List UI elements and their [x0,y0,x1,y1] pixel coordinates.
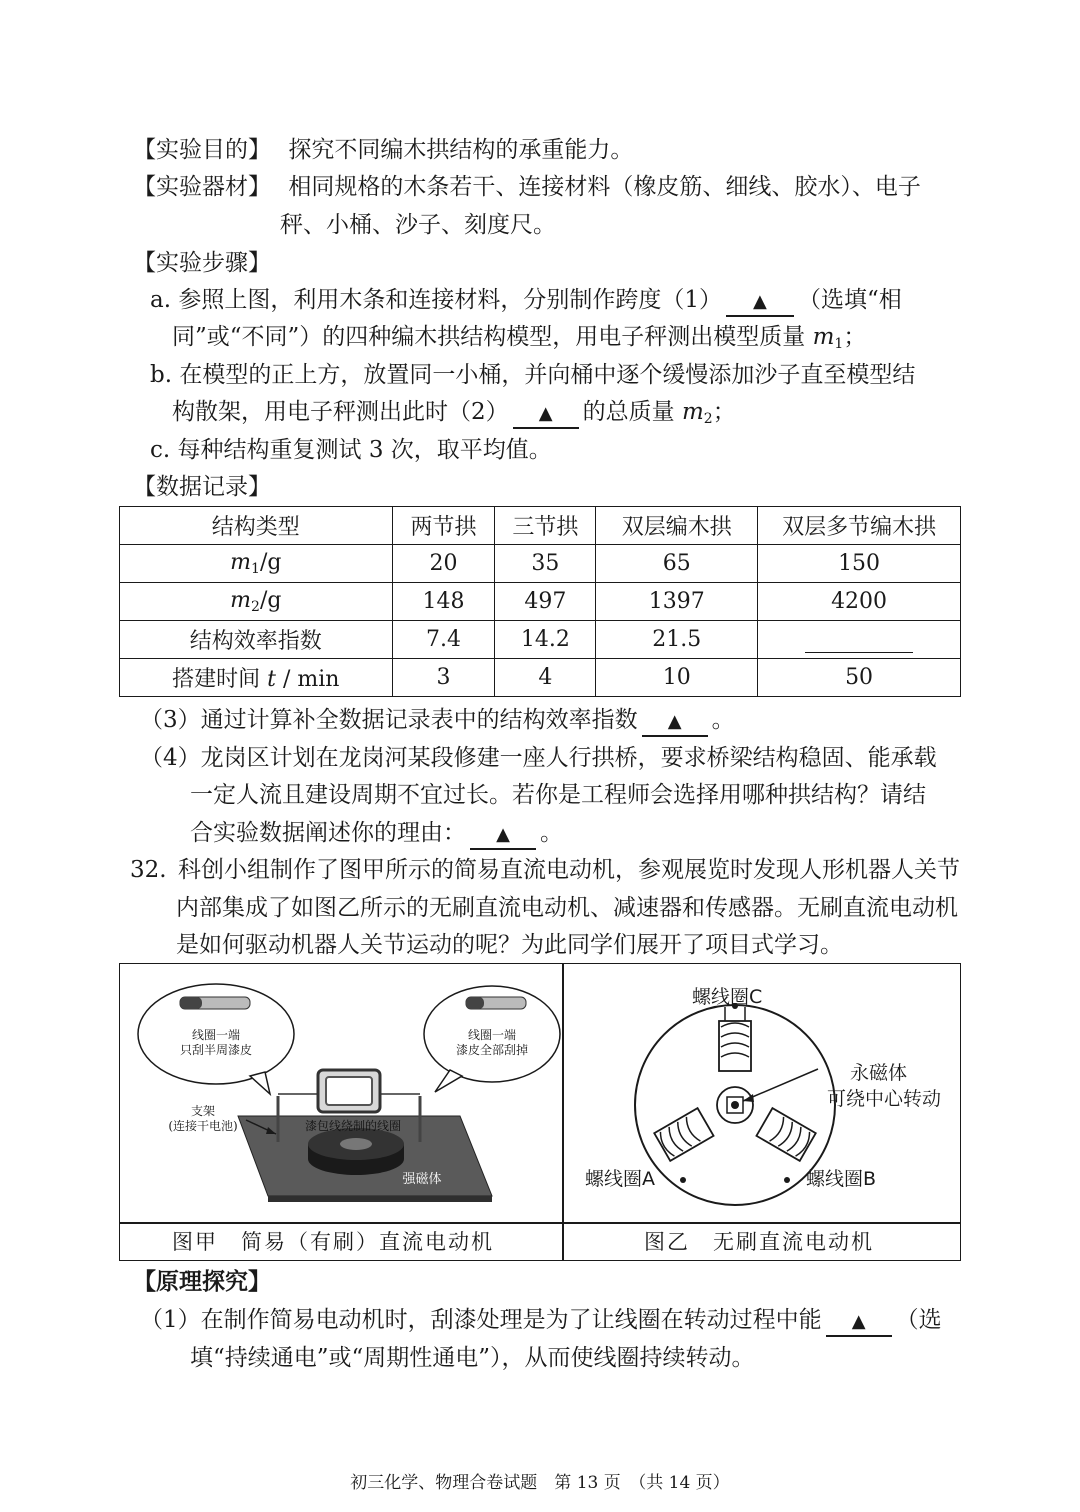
table-cell: 20 [392,545,495,583]
table-cell: 10 [596,659,758,697]
table-cell: 21.5 [596,621,758,659]
step-b-line-2 [172,397,736,434]
table-cell: 50 [758,659,961,697]
principle-text-1: （1）在制作简易电动机时，刮漆处理是为了让线圈在转动过程中能 [140,1307,822,1333]
q4-text-3: 合实验数据阐述你的理由： [190,820,466,846]
table-cell: 150 [758,545,961,583]
bubble-right-line-1: 线圈一端 [467,1028,516,1042]
step-a-text-2: 同”或“不同”）的四种编木拱结构模型，用电子秤测出模型质量 [172,324,806,350]
q32-line-1: 科创小组制作了图甲所示的简易直流电动机，参观展览时发现人形机器人关节 [178,857,960,883]
table-cell: 3 [392,659,495,697]
sub: 2 [251,599,260,615]
header-cell: 两节拱 [392,507,495,545]
bubble-left-text [170,1028,262,1058]
q4-line-1: （4）龙岗区计划在龙岗河某段修建一座人行拱桥，要求桥梁结构稳固、能承载 [140,745,937,771]
semicolon: ； [712,399,736,425]
record-tag: 【数据记录】 [133,474,271,500]
unit: / min [282,667,340,692]
purpose-text: 探究不同编木拱结构的承重能力。 [288,137,634,163]
coil-a-label: 螺线圈A [585,1168,655,1190]
row-label-m2 [120,583,393,621]
table-cell: 1397 [596,583,758,621]
q32-number: 32. [130,857,167,883]
header-cell: 双层多节编木拱 [758,507,961,545]
q32-line-3: 是如何驱动机器人关节运动的呢？为此同学们展开了项目式学习。 [176,932,843,958]
efficiency-answer-blank[interactable] [805,626,913,653]
answer-blank-2[interactable] [513,399,579,429]
answer-blank-4[interactable] [470,820,536,850]
q4-line-3 [190,818,563,850]
materials-line-2: 秤、小桶、沙子、刻度尺。 [280,212,556,238]
answer-blank-5[interactable] [826,1307,892,1337]
principle-q1-line-1 [140,1305,942,1337]
table-cell: 14.2 [495,621,596,659]
table-cell: 35 [495,545,596,583]
figure-b-caption: 图乙 无刷直流电动机 [644,1230,874,1254]
answer-mark: ▲ [667,711,682,732]
answer-mark: ▲ [753,291,767,312]
q3-text: （3）通过计算补全数据记录表中的结构效率指数 [140,707,638,733]
purpose-tag: 【实验目的】 [133,137,271,163]
table-cell: 148 [392,583,495,621]
step-a-line-1 [150,285,902,317]
table-cell: 65 [596,545,758,583]
steps-tag: 【实验步骤】 [133,250,271,276]
brushed-motor-diagram [120,964,562,1222]
m-symbol: m [230,588,252,613]
table-header-row [120,507,961,545]
stand-label [160,1104,246,1134]
m1-sub: 1 [834,336,844,352]
materials-tag: 【实验器材】 [133,174,271,200]
step-b-text-2b: 的总质量 [582,399,675,425]
q4-end: 。 [540,820,563,846]
caption-divider [120,1222,960,1224]
semicolon: ； [843,324,867,350]
table-row-m2 [120,583,961,621]
table-cell-blank[interactable] [758,621,961,659]
coil-label: 漆包线绕制的线圈 [304,1119,401,1133]
m1-symbol: m [812,324,835,350]
materials-line-1 [133,172,921,202]
bubble-right-line-2: 漆皮全部刮掉 [455,1043,528,1057]
stand-label-line-2: (连接干电池) [168,1119,238,1133]
table-cell: 4 [495,659,596,697]
table-cell: 497 [495,583,596,621]
magnet-label: 强磁体 [402,1172,442,1187]
header-cell: 双层编木拱 [596,507,758,545]
step-a-text-1b: （选填“相 [797,287,902,313]
unit: /g [259,550,282,575]
answer-blank-1[interactable] [726,287,794,317]
step-a-text-1: a. 参照上图，利用木条和连接材料，分别制作跨度（1） [150,287,722,313]
coil-b-label: 螺线圈B [806,1168,877,1190]
materials-text-1: 相同规格的木条若干、连接材料（橡皮筋、细线、胶水）、电子 [288,174,921,200]
answer-mark: ▲ [851,1311,866,1332]
q4-line-2: 一定人流且建设周期不宜过长。若你是工程师会选择用哪种拱结构？请结 [190,782,926,808]
magnet-label-2: 可绕中心转动 [827,1088,942,1110]
m-symbol: m [230,550,252,575]
label-text: 搭建时间 [172,667,261,692]
step-b-text-2: 构散架，用电子秤测出此时（2） [172,399,509,425]
table-cell: 7.4 [392,621,495,659]
principle-tag: 【原理探究】 [133,1268,271,1295]
row-label-m1 [120,545,393,583]
answer-mark: ▲ [538,403,553,424]
step-a-line-2 [172,322,866,359]
step-c-line: c. 每种结构重复测试 3 次，取平均值。 [150,437,552,463]
row-label-time [120,659,393,697]
figure-box [119,963,961,1261]
bubble-right-text [446,1028,538,1058]
magnet-label-1: 永磁体 [850,1062,908,1084]
m2-symbol: m [681,399,704,425]
header-cell: 结构类型 [120,507,393,545]
unit: /g [259,588,282,613]
table-cell: 4200 [758,583,961,621]
answer-blank-3[interactable] [642,707,708,737]
table-row-m1 [120,545,961,583]
purpose-line [133,135,633,165]
table-row-time [120,659,961,697]
principle-text-1b: （选 [895,1307,942,1333]
table-row-efficiency [120,621,961,659]
stand-label-line-1: 支架 [190,1104,215,1118]
bubble-left-line-2: 只刮半周漆皮 [179,1043,252,1057]
q32-line-2: 内部集成了如图乙所示的无刷直流电动机、减速器和传感器。无刷直流电动机 [176,895,958,921]
q3-end: 。 [711,707,735,733]
step-b-line-1: b. 在模型的正上方，放置同一小桶，并向桶中逐个缓慢添加沙子直至模型结 [150,362,916,388]
bubble-left-line-1: 线圈一端 [191,1028,240,1042]
figure-a-caption: 图甲 简易（有刷）直流电动机 [172,1230,494,1254]
data-table [119,506,961,697]
header-cell: 三节拱 [495,507,596,545]
t-symbol: t [267,667,276,692]
coil-c-label: 螺线圈C [692,986,763,1008]
row-label-efficiency: 结构效率指数 [120,621,393,659]
answer-mark: ▲ [496,824,510,845]
sub: 1 [251,561,260,577]
page-footer: 初三化学、物理合卷试题 第 13 页 （共 14 页） [350,1473,730,1493]
principle-q1-line-2: 填“持续通电”或“周期性通电”），从而使线圈持续转动。 [190,1345,755,1371]
m2-sub: 2 [703,411,713,427]
q3-line [140,705,735,737]
